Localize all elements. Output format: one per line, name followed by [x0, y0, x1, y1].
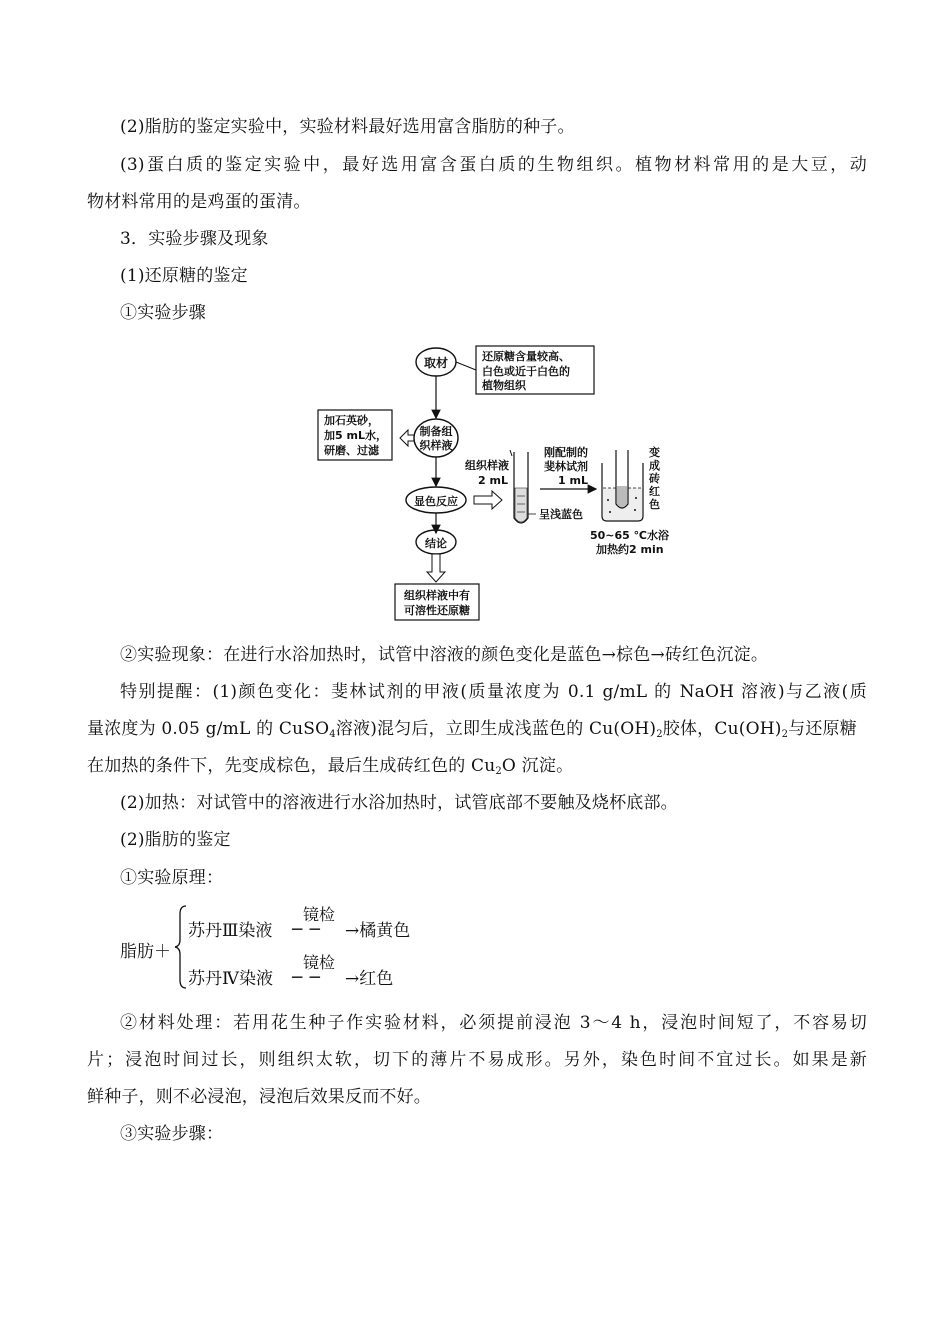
formula-dash-2: ─ ─	[292, 968, 321, 988]
left-brace	[174, 904, 188, 990]
hollow-arrow-left	[400, 430, 414, 446]
node-take-label: 取材	[423, 356, 449, 370]
change-label-char: 变	[649, 446, 660, 459]
tube-precipitate	[617, 486, 627, 507]
sample-label: 组织样液	[465, 459, 509, 472]
note-material-line: 白色或近于白色的	[482, 365, 570, 378]
paragraph	[87, 756, 573, 776]
subscript: 4	[329, 729, 336, 740]
reducing-sugar-flowchart	[300, 338, 680, 628]
subsection-heading: ③实验步骤：	[120, 1124, 224, 1144]
light-blue-label: 呈浅蓝色	[539, 508, 583, 521]
paragraph: 片；浸泡时间过长，则组织太软，切下的薄片不易成形。另外，染色时间不宜过长。如果是新	[87, 1050, 867, 1070]
subsection-heading: ①实验原理：	[120, 868, 224, 888]
subscript: 2	[495, 766, 502, 777]
result-line: 可溶性还原糖	[404, 604, 470, 617]
paragraph: ②材料处理：若用花生种子作实验材料，必须提前浸泡 3～4 h，浸泡时间短了，不容易切	[120, 1013, 867, 1033]
paragraph: 鲜种子，则不必浸泡，浸泡后效果反而不好。	[87, 1087, 431, 1107]
paragraph: (3)蛋白质的鉴定实验中，最好选用富含蛋白质的生物组织。植物材料常用的是大豆，动	[120, 155, 867, 175]
formula-reagent-1: 苏丹Ⅲ染液	[188, 921, 273, 941]
node-prepare-label: 制备组	[419, 425, 453, 438]
node-color-label: 显色反应	[414, 495, 458, 508]
sample-label: 2 mL	[478, 474, 508, 487]
subscript: 2	[656, 729, 663, 740]
reagent-label: 斐林试剂	[544, 460, 588, 473]
node-prepare-label: 织样液	[419, 439, 453, 452]
bubble	[635, 497, 637, 499]
bubble	[607, 499, 609, 501]
formula-reagent-2: 苏丹Ⅳ染液	[188, 969, 273, 989]
section-heading: 3．实验步骤及现象	[120, 229, 269, 249]
formula-method-2: 镜检	[303, 953, 336, 972]
note-prep-line: 研磨、过滤	[324, 444, 379, 457]
text-run: 溶液)混匀后，立即生成浅蓝色的 Cu(OH)	[335, 719, 657, 739]
bubble	[609, 511, 611, 513]
note-prep-line: 加石英砂，	[324, 414, 379, 427]
hollow-arrow-down	[427, 554, 445, 582]
formula-result-1: →橘黄色	[345, 921, 411, 941]
change-label-char: 色	[649, 498, 660, 511]
node-conclusion-label: 结论	[425, 537, 447, 550]
subsection-heading: ①实验步骤	[120, 303, 206, 323]
change-label-char: 砖	[649, 472, 660, 485]
note-material-line: 还原糖含量较高、	[482, 350, 570, 363]
paragraph: 特别提醒：(1)颜色变化：斐林试剂的甲液(质量浓度为 0.1 g/mL 的 NaOH 溶液)与乙液(质	[120, 682, 867, 702]
formula-dash-1: ─ ─	[292, 920, 321, 940]
text-run: 量浓度为 0.05 g/mL 的 CuSO	[87, 719, 330, 739]
hollow-arrow-right	[474, 491, 502, 509]
water-bath-label: 加热约2 min	[596, 543, 664, 556]
text-run: 胶体，Cu(OH)	[662, 719, 782, 739]
text-run: 在加热的条件下，先变成棕色，最后生成砖红色的 Cu	[87, 756, 496, 776]
text-run: 与还原糖	[788, 719, 857, 739]
bubble	[634, 509, 636, 511]
note-material-line: 植物组织	[482, 379, 526, 392]
subscript: 2	[781, 729, 789, 740]
result-line: 组织样液中有	[404, 589, 470, 602]
water-bath-label: 50~65 ℃水浴	[590, 529, 669, 542]
fat-staining-formula	[120, 900, 480, 995]
change-label-char: 红	[649, 485, 660, 498]
subsection-heading: (2)脂肪的鉴定	[120, 830, 231, 850]
formula-lhs: 脂肪＋	[120, 942, 171, 962]
paragraph: ②实验现象：在进行水浴加热时，试管中溶液的颜色变化是蓝色→棕色→砖红色沉淀。	[120, 645, 769, 665]
reagent-label: 刚配制的	[544, 446, 588, 459]
paragraph: (2)加热：对试管中的溶液进行水浴加热时，试管底部不要触及烧杯底部。	[120, 793, 678, 813]
text-run: O 沉淀。	[501, 756, 574, 776]
subsection-heading: (1)还原糖的鉴定	[120, 266, 248, 286]
note-connector	[456, 362, 476, 370]
reagent-label: 1 mL	[558, 474, 588, 487]
paragraph: (2)脂肪的鉴定实验中，实验材料最好选用富含脂肪的种子。	[120, 117, 575, 137]
formula-method-1: 镜检	[303, 905, 336, 924]
formula-result-2: →红色	[345, 969, 394, 989]
paragraph	[87, 719, 867, 739]
test-tube-liquid	[515, 488, 527, 522]
change-label-char: 成	[649, 459, 660, 472]
pipette-tip	[510, 450, 512, 456]
paragraph: 物材料常用的是鸡蛋的蛋清。	[87, 192, 311, 212]
note-prep-line: 加5 mL水，	[324, 429, 387, 442]
